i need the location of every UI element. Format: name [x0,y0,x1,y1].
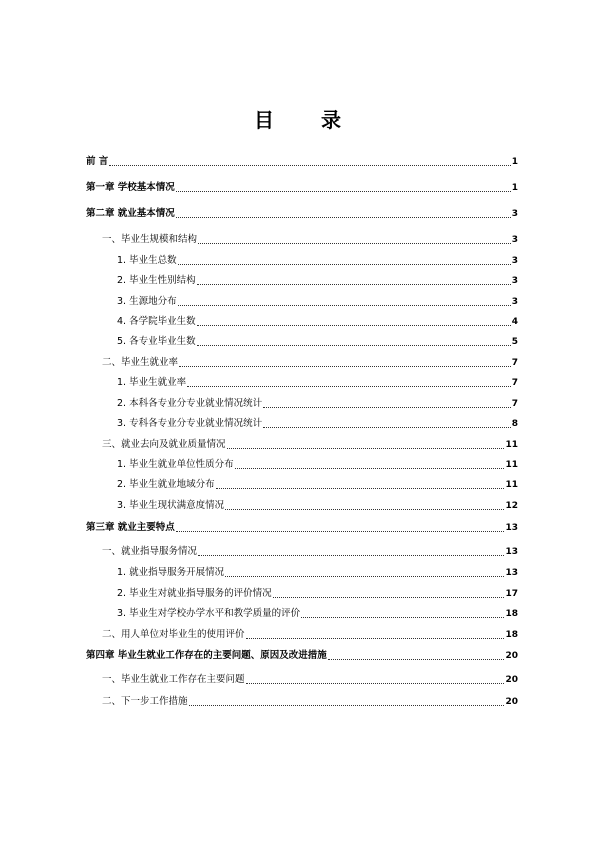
toc-page-number: 11 [505,480,518,490]
toc-entry[interactable] [117,500,518,512]
toc-entry-title: 一、毕业生规模和结构 [102,234,198,245]
toc-page-number: 1 [511,157,518,167]
toc-entry[interactable] [117,459,518,471]
dot-leader [225,509,504,510]
toc-entry[interactable] [117,316,518,328]
toc-page-number: 3 [511,297,518,307]
toc-entry-title: 二、下一步工作措施 [102,696,188,707]
toc-page-number: 18 [505,609,518,619]
toc-entry-title: 二、用人单位对毕业生的使用评价 [102,629,245,640]
dot-leader [235,468,505,469]
toc-page-number: 3 [511,256,518,266]
dot-leader [176,191,511,192]
toc-entry[interactable] [102,696,518,708]
toc-entry-title: 1. 毕业生总数 [117,255,177,266]
toc-entry[interactable] [86,182,518,194]
toc-entry[interactable] [117,608,518,620]
toc-entry-title: 2. 毕业生性别结构 [117,275,196,286]
toc-entry-title: 3. 毕业生现状满意度情况 [117,500,225,511]
dot-leader [225,576,504,577]
toc-page-number: 8 [511,419,518,429]
toc-entry-title: 1. 就业指导服务开展情况 [117,567,225,578]
toc-entry[interactable] [102,234,518,246]
dot-leader [301,617,504,618]
dot-leader [197,284,511,285]
toc-entry[interactable] [102,674,518,686]
toc-entry[interactable] [117,336,518,348]
dot-leader [178,264,511,265]
toc-page-number: 13 [505,523,518,533]
toc-entry-title: 3. 专科各专业分专业就业情况统计 [117,418,263,429]
toc-page-number: 7 [511,378,518,388]
toc-entry-title: 2. 毕业生对就业指导服务的评价情况 [117,588,272,599]
toc-entry-title: 4. 各学院毕业生数 [117,316,196,327]
toc-entry[interactable] [117,479,518,491]
dot-leader [246,638,505,639]
toc-entry-title: 第一章 学校基本情况 [86,182,175,193]
toc-entry[interactable] [102,439,518,451]
dot-leader [197,325,511,326]
toc-entry-title: 5. 各专业毕业生数 [117,336,196,347]
toc-entry-title: 第四章 毕业生就业工作存在的主要问题、原因及改进措施 [86,650,327,661]
toc-page-number: 4 [511,317,518,327]
toc-entry[interactable] [117,567,518,579]
toc-entry-title: 3. 生源地分布 [117,296,177,307]
dot-leader [246,683,505,684]
toc-page-number: 13 [505,547,518,557]
toc-entry-title: 前 言 [86,156,109,167]
toc-entry[interactable] [102,546,518,558]
toc-page-number: 3 [511,209,518,219]
toc-entry-title: 三、就业去向及就业质量情况 [102,439,226,450]
toc-page-number: 3 [511,276,518,286]
dot-leader [263,407,511,408]
toc-page-number: 18 [505,630,518,640]
toc-page-number: 7 [511,358,518,368]
toc-entry-title: 一、就业指导服务情况 [102,546,198,557]
toc-page-number: 11 [505,440,518,450]
toc-entry[interactable] [117,588,518,600]
dot-leader [189,705,505,706]
toc-entry[interactable] [117,255,518,267]
toc-entry-title: 2. 本科各专业分专业就业情况统计 [117,398,263,409]
dot-leader [178,305,511,306]
toc-page-number: 7 [511,399,518,409]
toc-page-number: 17 [505,589,518,599]
dot-leader [179,366,511,367]
toc-entry[interactable] [86,156,518,168]
toc-entry-title: 1. 毕业生就业率 [117,377,187,388]
toc-entry[interactable] [117,296,518,308]
dot-leader [176,217,511,218]
dot-leader [198,243,511,244]
page-title: 目 录 [254,108,361,132]
dot-leader [227,448,505,449]
toc-entry[interactable] [86,650,518,662]
toc-page-number: 1 [511,183,518,193]
toc-page-number: 3 [511,235,518,245]
toc-entry[interactable] [117,398,518,410]
dot-leader [197,345,511,346]
toc-page-number: 20 [505,675,518,685]
dot-leader [216,488,505,489]
toc-entry[interactable] [102,629,518,641]
dot-leader [198,555,504,556]
toc-entry[interactable] [117,418,518,430]
toc-page-number: 11 [505,460,518,470]
toc-entry[interactable] [102,357,518,369]
toc-page-number: 20 [505,697,518,707]
toc-entry[interactable] [117,275,518,287]
dot-leader [273,597,505,598]
dot-leader [187,386,511,387]
toc-entry[interactable] [86,522,518,534]
toc-entry-title: 二、毕业生就业率 [102,357,179,368]
toc-page-number: 20 [505,651,518,661]
toc-entry-title: 一、毕业生就业工作存在主要问题 [102,674,245,685]
toc-entry-title: 2. 毕业生就业地域分布 [117,479,215,490]
toc-entry-title: 3. 毕业生对学校办学水平和教学质量的评价 [117,608,301,619]
dot-leader [176,531,505,532]
dot-leader [263,427,511,428]
toc-entry[interactable] [117,377,518,389]
toc-entry-title: 1. 毕业生就业单位性质分布 [117,459,234,470]
toc-page-number: 13 [505,568,518,578]
toc-page-number: 12 [505,501,518,511]
toc-entry-title: 第二章 就业基本情况 [86,208,175,219]
toc-entry[interactable] [86,208,518,220]
dot-leader [109,165,510,166]
dot-leader [328,659,505,660]
toc-page-number: 5 [511,337,518,347]
toc-entry-title: 第三章 就业主要特点 [86,522,175,533]
